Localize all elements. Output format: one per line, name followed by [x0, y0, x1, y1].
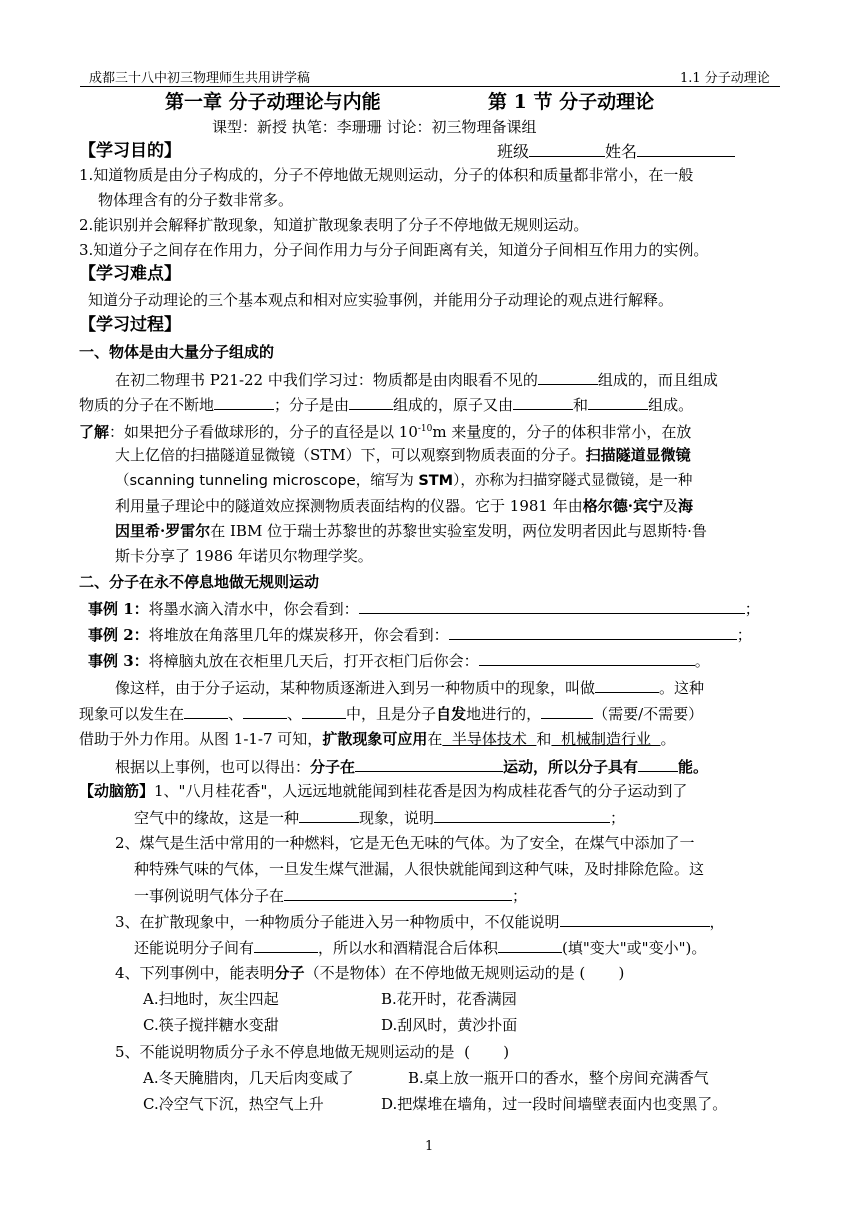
brain-q3-b: 还能说明分子间有 [134, 939, 255, 957]
example-1 [88, 599, 760, 618]
example-1-text: 将墨水滴入清水中，你会看到： [148, 600, 359, 618]
brain-q3-d: (填"变大"或"变小")。 [562, 939, 707, 957]
answer-semiconductor: 半导体技术 [442, 730, 537, 748]
example-3-text: 将樟脑丸放在衣柜里几天后，打开衣柜门后你会： [148, 652, 479, 670]
header-rule [80, 86, 780, 87]
learn-label: 了解 [79, 423, 110, 441]
diffusion-line2-d: 地进行的， [466, 705, 542, 723]
q5-option-b[interactable]: B.桌上放一瓶开口的香水，整个房间充满香气 [408, 1069, 709, 1087]
example-2-label: 事例 2： [88, 626, 149, 644]
blank-conclusion-motion[interactable] [355, 757, 503, 772]
blank-need[interactable] [541, 704, 593, 719]
part1-line2-d: 和 [573, 396, 589, 414]
brain-q1-c: 现象，说明 [359, 809, 435, 827]
goal-1-cont: 物体理含有的分子数非常多。 [98, 191, 294, 209]
diffusion-line3-a: 借助于外力作用。从图 1-1-7 可知， [79, 730, 323, 748]
example-1-label: 事例 1： [88, 600, 149, 618]
diffusion-line3-g: 。 [660, 730, 676, 748]
brain-q1-line2 [134, 808, 625, 827]
example-2 [88, 625, 752, 644]
learn-line4-c: 及 [662, 497, 678, 515]
difficulty-text: 知道分子动理论的三个基本观点和相对应实验事例，并能用分子动理论的观点进行解释。 [88, 291, 674, 309]
chapter-title: 第一章 分子动理论与内能 [165, 91, 381, 113]
blank-q3-gap[interactable] [254, 938, 318, 953]
blank-q1-phenomenon[interactable] [299, 808, 359, 823]
name-blank[interactable] [637, 142, 735, 157]
brain-q1-b: 空气中的缘故，这是一种 [134, 809, 300, 827]
brain-q4-a: 4、下列事例中，能表明 [115, 964, 275, 982]
blank-state-1[interactable] [184, 704, 228, 719]
q4-option-c[interactable]: C.筷子搅拌糖水变甜 [143, 1016, 279, 1034]
q5-option-a[interactable]: A.冬天腌腊肉，几天后肉变咸了 [143, 1069, 354, 1087]
class-field [497, 142, 735, 161]
conclusion-a: 根据以上事例，也可以得出： [115, 758, 311, 776]
goal-2: 2.能识别并会解释扩散现象，知道扩散现象表明了分子不停地做无规则运动。 [79, 216, 589, 234]
learn-line4-d: 海 [677, 497, 693, 515]
brain-q4 [115, 964, 624, 982]
blank-diffusion[interactable] [595, 678, 659, 693]
process-heading: 【学习过程】 [79, 315, 181, 335]
part1-line2 [79, 395, 693, 414]
q4-option-d[interactable]: D.刮风时，黄沙扑面 [381, 1016, 518, 1034]
goals-heading: 【学习目的】 [79, 141, 181, 161]
brain-label: 【动脑筋】 [79, 782, 155, 800]
conclusion-c: 运动，所以分子具有 [503, 758, 639, 776]
header-left: 成都三十八中初三物理师生共用讲学稿 [89, 71, 311, 86]
diffusion-line1 [115, 678, 704, 697]
learn-stm-abbr: STM [418, 473, 454, 489]
blank-atom[interactable] [349, 395, 393, 410]
brain-q5: 5、不能说明物质分子永不停息地做无规则运动的是 ( ) [115, 1043, 510, 1061]
learn-line1-b: m 来量度的，分子的体积非常小，在放 [432, 423, 692, 441]
q4-option-b[interactable]: B.花开时，花香满园 [381, 990, 517, 1008]
part1-line1-end: 组成的，而且组成 [597, 371, 718, 389]
period-1: 。 [694, 652, 710, 670]
learn-line1-a: ：如果把分子看做球形的，分子的直径是以 10 [109, 423, 418, 441]
blank-nucleus[interactable] [513, 395, 573, 410]
section-title: 第 1 节 分子动理论 [488, 91, 655, 113]
brain-q4-c: （不是物体）在不停地做无规则运动的是 ( ) [304, 964, 625, 982]
blank-example-1[interactable] [359, 599, 745, 614]
goal-3: 3.知道分子之间存在作用力，分子间作用力与分子间距离有关，知道分子间相互作用力的实例。 [79, 241, 709, 259]
example-2-text: 将堆放在角落里几年的煤炭移开，你会看到： [148, 626, 449, 644]
diffusion-line1-b: 。这种 [659, 679, 705, 697]
semi-1: ； [744, 600, 760, 618]
sep-1: 、 [228, 705, 244, 723]
blank-q2[interactable] [284, 886, 512, 901]
brain-q3-line1 [115, 912, 725, 931]
learn-stm-term: 扫描隧道显微镜 [585, 446, 691, 464]
part2-heading: 二、分子在永不停息地做无规则运动 [79, 573, 320, 591]
blank-particle[interactable] [538, 370, 598, 385]
part1-line1-text: 在初二物理书 P21-22 中我们学习过：物质都是由肉眼看不见的 [115, 371, 538, 389]
diffusion-line3 [79, 730, 676, 748]
learn-line4-a: 利用量子理论中的隧道效应探测物质表面结构的仪器。它于 1981 年由 [115, 497, 583, 515]
semi-q1: ； [610, 809, 626, 827]
diffusion-line1-a: 像这样，由于分子运动，某种物质逐渐进入到另一种物质中的现象，叫做 [115, 679, 596, 697]
brain-q3-c: ，所以水和酒精混合后体积 [318, 939, 499, 957]
learn-sup: -10 [417, 424, 433, 434]
diffusion-line2-b: 中，且是分子 [346, 705, 437, 723]
learn-rohrer: 因里希·罗雷尔 [115, 522, 211, 540]
brain-q2-line3 [134, 886, 527, 905]
header-right: 1.1 分子动理论 [680, 71, 770, 86]
semi-q2: ； [512, 887, 528, 905]
blank-q3-1[interactable] [560, 912, 710, 927]
learn-line3 [115, 472, 692, 490]
part1-line2-e: 组成。 [648, 396, 694, 414]
learn-line6: 斯卡分享了 1986 年诺贝尔物理学奖。 [115, 547, 373, 565]
example-3-label: 事例 3： [88, 652, 149, 670]
diffusion-line2 [79, 704, 703, 723]
part1-line1 [115, 370, 718, 389]
blank-state-2[interactable] [243, 704, 287, 719]
part1-heading: 一、物体是由大量分子组成的 [79, 343, 275, 361]
blank-energy[interactable] [638, 757, 678, 772]
brain-q3-line2 [134, 938, 706, 957]
subtitle: 课型：新授 执笔：李珊珊 讨论：初三物理备课组 [212, 118, 537, 136]
goal-1: 1.知道物质是由分子构成的，分子不停地做无规则运动，分子的体积和质量都非常小，在一般 [79, 166, 694, 184]
example-3 [88, 651, 710, 670]
brain-q1-a: 1、"八月桂花香"，人远远地就能闻到桂花香是因为构成桂花香气的分子运动到了 [154, 782, 688, 800]
blank-electron[interactable] [588, 395, 648, 410]
sep-2: 、 [287, 705, 303, 723]
brain-q2-line1: 2、煤气是生活中常用的一种燃料，它是无色无味的气体。为了安全，在煤气中添加了一 [115, 834, 695, 852]
diffusion-spontaneous: 自发 [436, 705, 467, 723]
conclusion-b: 分子在 [310, 758, 356, 776]
diffusion-line3-e: 和 [536, 730, 552, 748]
learn-line5-b: 在 IBM 位于瑞士苏黎世的苏黎世实验室发明，两位发明者因此与恩斯特·鲁 [210, 522, 707, 540]
blank-example-2[interactable] [449, 625, 737, 640]
name-label: 姓名 [605, 142, 638, 161]
brain-q3-comma: ， [709, 913, 725, 931]
part1-line2-b: ；分子是由 [274, 396, 350, 414]
brain-q2-line2: 种特殊气味的气体，一旦发生煤气泄漏，人很快就能闻到这种气味，及时排除危险。这 [134, 860, 705, 878]
class-label: 班级 [497, 142, 530, 161]
page-number: 1 [425, 1139, 434, 1154]
brain-q1-line1 [79, 782, 687, 800]
semi-2: ； [736, 626, 752, 644]
conclusion-d: 能。 [678, 758, 709, 776]
learn-line3-c: ），亦称为扫描穿隧式显微镜，是一种 [453, 473, 693, 489]
answer-machinery: 机械制造行业 [551, 730, 661, 748]
learn-line4 [115, 497, 693, 515]
learn-line1 [79, 420, 691, 441]
class-blank[interactable] [529, 142, 605, 157]
learn-line2 [115, 446, 691, 464]
brain-q4-molecule: 分子 [274, 964, 305, 982]
diffusion-application: 扩散现象可应用 [322, 730, 428, 748]
brain-q2-c: 一事例说明气体分子在 [134, 887, 285, 905]
conclusion-line [115, 757, 708, 776]
learn-line3-a: （scanning tunneling microscope，缩写为 [115, 473, 419, 489]
diffusion-line3-c: 在 [427, 730, 443, 748]
blank-q1-explain[interactable] [434, 808, 610, 823]
learn-line2-a: 大上亿倍的扫描隧道显微镜（STM）下，可以观察到物质表面的分子。 [115, 446, 586, 464]
blank-state-3[interactable] [302, 704, 346, 719]
diffusion-line2-e: （需要/不需要） [593, 705, 704, 723]
learn-binnig: 格尔德·宾宁 [582, 497, 663, 515]
blank-q3-volume[interactable] [498, 938, 562, 953]
difficulty-heading: 【学习难点】 [79, 264, 181, 284]
blank-motion[interactable] [214, 395, 274, 410]
part1-line2-text: 物质的分子在不断地 [79, 396, 215, 414]
q4-option-a[interactable]: A.扫地时，灰尘四起 [143, 990, 279, 1008]
q5-option-d[interactable]: D.把煤堆在墙角，过一段时间墙壁表面内也变黑了。 [381, 1095, 728, 1113]
diffusion-line2-a: 现象可以发生在 [79, 705, 185, 723]
blank-example-3[interactable] [479, 651, 695, 666]
q5-option-c[interactable]: C.冷空气下沉，热空气上升 [143, 1095, 324, 1113]
brain-q3-a: 3、在扩散现象中，一种物质分子能进入另一种物质中，不仅能说明 [115, 913, 560, 931]
part1-line2-c: 组成的，原子又由 [393, 396, 514, 414]
learn-line5 [115, 522, 707, 540]
